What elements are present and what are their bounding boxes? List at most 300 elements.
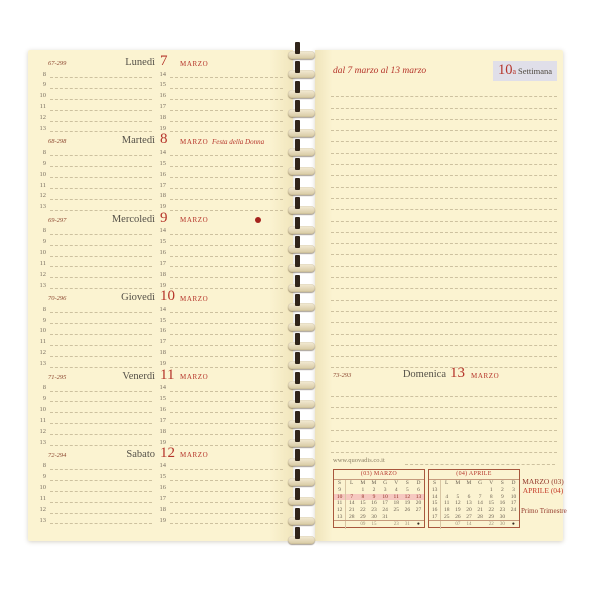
hour-writing-line[interactable] [50, 480, 152, 481]
hour-writing-line[interactable] [50, 131, 152, 132]
spiral-coil [280, 334, 324, 354]
day-code: 72-294 [48, 451, 67, 459]
day-cell[interactable]: 22 [488, 506, 494, 513]
hour-writing-line[interactable] [50, 188, 152, 189]
hour-writing-line[interactable] [50, 334, 152, 335]
writing-line[interactable] [331, 442, 557, 453]
hour-writing-line[interactable] [170, 99, 283, 100]
date-range-label: dal 7 marzo al 13 marzo [333, 66, 427, 76]
hour-writing-line[interactable] [170, 288, 283, 289]
hour-row [36, 258, 285, 269]
hour-label: 19 [159, 203, 166, 211]
day-cell[interactable]: 15 [360, 500, 366, 507]
hour-writing-line[interactable] [170, 256, 283, 257]
writing-line[interactable] [331, 244, 557, 255]
day-cell[interactable]: 3 [383, 486, 387, 493]
hour-writing-line[interactable] [170, 523, 283, 524]
hour-slot [36, 80, 154, 91]
day-number: 9 [160, 209, 168, 226]
day-cell[interactable]: 12 [455, 500, 461, 507]
hour-writing-line[interactable] [170, 312, 283, 313]
hour-writing-line[interactable] [170, 356, 283, 357]
hour-writing-line[interactable] [50, 177, 152, 178]
day-cell[interactable]: 8 [361, 493, 365, 500]
moon-row-spacer [334, 521, 346, 529]
day-cell[interactable] [463, 487, 474, 494]
hour-slot [36, 280, 154, 291]
day-cell[interactable]: 7 [478, 493, 482, 500]
coil-bar [295, 333, 300, 345]
day-cell[interactable]: 19 [455, 506, 461, 513]
hour-label: 15 [159, 81, 166, 89]
coil-bar [295, 197, 300, 209]
hour-row [36, 147, 285, 158]
hour-writing-line[interactable] [170, 412, 283, 413]
writing-line[interactable] [331, 255, 557, 266]
hour-writing-line[interactable] [170, 480, 283, 481]
moon-phase-date [380, 521, 391, 529]
day-cell[interactable]: 1 [489, 486, 493, 493]
day-cell[interactable]: 8 [489, 493, 493, 500]
day-cell[interactable]: 26 [455, 513, 461, 520]
hour-row [36, 326, 285, 337]
writing-line[interactable] [331, 408, 557, 419]
day-cell[interactable] [346, 487, 357, 494]
hour-writing-line[interactable] [50, 502, 152, 503]
hour-slot [156, 113, 285, 124]
coil-loop [288, 517, 315, 525]
writing-line[interactable] [331, 86, 557, 97]
day-cell[interactable]: 25 [443, 513, 450, 520]
writing-line[interactable] [331, 312, 557, 323]
hour-writing-line[interactable] [170, 277, 283, 278]
coil-bar [295, 255, 300, 267]
mini-calendar-week-row [334, 494, 424, 501]
day-cell[interactable]: 17 [382, 500, 388, 507]
hour-writing-line[interactable] [170, 445, 283, 446]
day-cell[interactable]: 11 [444, 500, 450, 507]
hour-writing-line[interactable] [170, 77, 283, 78]
hour-writing-line[interactable] [170, 401, 283, 402]
hour-slot [36, 515, 154, 526]
writing-line[interactable] [331, 233, 557, 244]
hour-writing-line[interactable] [50, 166, 152, 167]
hour-writing-line[interactable] [170, 234, 283, 235]
day-cell[interactable] [508, 514, 519, 521]
hour-label: 8 [42, 305, 46, 313]
coil-loop [288, 303, 315, 311]
week-column-header: S [334, 480, 346, 487]
day-cell[interactable]: 12 [404, 493, 411, 500]
hour-label: 15 [159, 316, 166, 324]
hour-slot [156, 258, 285, 269]
day-cell[interactable]: 30 [371, 513, 377, 520]
coil-bar [295, 42, 300, 54]
hour-writing-line[interactable] [170, 245, 283, 246]
mini-calendar-week-row [334, 487, 424, 494]
day-cell[interactable]: 29 [488, 513, 494, 520]
writing-line[interactable] [331, 109, 557, 120]
writing-line[interactable] [331, 154, 557, 165]
hour-writing-line[interactable] [50, 469, 152, 470]
day-cell[interactable]: 24 [382, 506, 388, 513]
hour-writing-line[interactable] [50, 356, 152, 357]
hour-writing-line[interactable] [170, 323, 283, 324]
day-cell[interactable] [441, 487, 452, 494]
day-number: 11 [160, 366, 175, 383]
day-cell[interactable]: 29 [360, 513, 366, 520]
day-cell[interactable]: 25 [393, 506, 399, 513]
hour-slot [36, 180, 154, 191]
coil-loop [288, 187, 315, 195]
hour-writing-line[interactable] [50, 312, 152, 313]
hour-writing-line[interactable] [170, 121, 283, 122]
writing-line[interactable] [331, 289, 557, 300]
hour-writing-line[interactable] [50, 401, 152, 402]
hour-row [36, 483, 285, 494]
hour-label: 18 [159, 114, 166, 122]
spiral-coil [280, 62, 324, 82]
hour-label: 10 [39, 327, 46, 335]
day-cell[interactable]: 14 [477, 500, 483, 507]
hour-writing-line[interactable] [50, 434, 152, 435]
hour-row [36, 80, 285, 91]
writing-line[interactable] [331, 323, 557, 334]
moon-phase-date: 23 [393, 522, 399, 528]
coil-bar [295, 449, 300, 461]
day-column-header: L [350, 480, 354, 487]
coil-loop [288, 90, 315, 98]
hour-slot [36, 304, 154, 315]
writing-line[interactable] [331, 199, 557, 210]
hour-writing-line[interactable] [50, 266, 152, 267]
hour-writing-line[interactable] [50, 88, 152, 89]
coil-bar [295, 488, 300, 500]
day-cell[interactable]: 1 [361, 486, 365, 493]
hour-writing-line[interactable] [50, 110, 152, 111]
week-number-suffix: a [512, 67, 516, 76]
day-cell[interactable] [413, 514, 424, 521]
day-cell[interactable] [391, 514, 402, 521]
hour-writing-line[interactable] [170, 166, 283, 167]
footer-month-next: APRILE (04) [522, 486, 564, 496]
writing-line[interactable] [331, 397, 557, 408]
day-cell[interactable] [452, 487, 463, 494]
day-month: MARZO [180, 137, 209, 146]
moon-phase-date: 30 [499, 522, 505, 528]
hour-writing-line[interactable] [50, 234, 152, 235]
spiral-coil [280, 276, 324, 296]
day-cell[interactable]: 18 [393, 500, 399, 507]
day-cell[interactable]: 31 [382, 513, 388, 520]
hour-writing-line[interactable] [50, 523, 152, 524]
hour-writing-line[interactable] [50, 445, 152, 446]
hour-label: 10 [39, 249, 46, 257]
day-cell[interactable]: 7 [350, 493, 354, 500]
moon-phase-date: 09 [360, 522, 366, 528]
day-cell[interactable]: 23 [499, 506, 506, 513]
hour-slot [156, 226, 285, 237]
hour-slot [156, 415, 285, 426]
hour-slot [36, 91, 154, 102]
coil-bar [295, 352, 300, 364]
day-month: MARZO [180, 216, 209, 225]
day-cell[interactable]: 20 [415, 500, 422, 507]
hour-writing-line[interactable] [50, 77, 152, 78]
day-cell[interactable]: 30 [499, 513, 506, 520]
spiral-coil [280, 43, 324, 63]
coil-bar [295, 508, 300, 520]
hour-slot [156, 269, 285, 280]
coil-bar [295, 158, 300, 170]
spiral-coil [280, 218, 324, 238]
writing-line[interactable] [331, 120, 557, 131]
hour-writing-line[interactable] [170, 188, 283, 189]
mini-calendar-week-row [429, 514, 519, 521]
hour-writing-line[interactable] [170, 513, 283, 514]
spiral-coil [280, 121, 324, 141]
spiral-coil [280, 315, 324, 335]
hour-slot [156, 123, 285, 134]
hour-slot [36, 483, 154, 494]
website-writing-line[interactable] [405, 464, 555, 465]
writing-line[interactable] [331, 210, 557, 221]
hour-writing-line[interactable] [50, 277, 152, 278]
hour-writing-line[interactable] [170, 210, 283, 211]
week-label: Settimana [518, 66, 552, 76]
writing-line[interactable] [331, 267, 557, 278]
moon-phase-date: 07 [455, 522, 461, 528]
left-page [28, 50, 293, 541]
coil-bar [295, 275, 300, 287]
planner-spread [28, 50, 567, 541]
day-cell[interactable]: 6 [417, 486, 420, 493]
hour-label: 13 [39, 124, 46, 132]
day-cell[interactable]: 20 [466, 506, 472, 513]
hour-label: 9 [42, 473, 46, 481]
day-cell[interactable]: 21 [477, 506, 483, 513]
coil-loop [288, 226, 315, 234]
day-name: Sabato [126, 448, 155, 460]
hour-row [36, 461, 285, 472]
hour-writing-line[interactable] [50, 367, 152, 368]
spiral-coil [280, 450, 324, 470]
hour-label: 18 [159, 506, 166, 514]
day-cell[interactable]: 2 [500, 486, 504, 493]
day-cell[interactable]: 13 [466, 500, 472, 507]
hour-writing-line[interactable] [170, 423, 283, 424]
hour-label: 13 [39, 203, 46, 211]
hour-slot [36, 123, 154, 134]
hour-writing-line[interactable] [170, 469, 283, 470]
day-cell[interactable]: 15 [488, 500, 494, 507]
hour-label: 17 [159, 495, 166, 503]
writing-line[interactable] [331, 385, 557, 396]
writing-line[interactable] [331, 222, 557, 233]
day-name: Venerdì [122, 370, 155, 382]
hour-writing-line[interactable] [170, 391, 283, 392]
day-cell[interactable]: 9 [500, 493, 504, 500]
day-cell[interactable]: 16 [371, 500, 377, 507]
writing-line[interactable] [331, 188, 557, 199]
day-cell[interactable]: 17 [510, 500, 517, 507]
day-block-venerdì [36, 366, 285, 448]
hour-writing-line[interactable] [170, 131, 283, 132]
day-month: MARZO [180, 451, 209, 460]
day-cell[interactable]: 10 [510, 493, 517, 500]
mini-calendar-week-row [334, 507, 424, 514]
day-name: Giovedì [121, 292, 155, 304]
day-cell[interactable]: 23 [371, 506, 377, 513]
hour-label: 15 [159, 159, 166, 167]
hour-writing-line[interactable] [50, 513, 152, 514]
week-number-cell: 15 [429, 500, 441, 507]
hour-slot [36, 191, 154, 202]
spiral-coil [280, 528, 324, 548]
hour-writing-line[interactable] [170, 177, 283, 178]
hour-writing-line[interactable] [50, 155, 152, 156]
writing-line[interactable] [331, 142, 557, 153]
hour-row [36, 113, 285, 124]
coil-loop [288, 420, 315, 428]
writing-line[interactable] [331, 278, 557, 289]
week-number-cell: 10 [334, 494, 346, 501]
writing-line[interactable] [331, 419, 557, 430]
day-cell[interactable]: 28 [348, 513, 355, 520]
hour-label: 18 [159, 192, 166, 200]
hour-slot [36, 426, 154, 437]
hour-slot [156, 461, 285, 472]
day-cell[interactable]: 6 [467, 493, 471, 500]
mini-calendar-week-row [429, 494, 519, 501]
hour-writing-line[interactable] [170, 491, 283, 492]
website-link[interactable]: www.quovadis.co.it [333, 457, 385, 465]
hour-label: 11 [39, 103, 46, 111]
day-cell[interactable]: 26 [404, 506, 411, 513]
day-cell[interactable]: 4 [445, 493, 449, 500]
spiral-coil [280, 509, 324, 529]
hour-writing-line[interactable] [50, 199, 152, 200]
hour-writing-line[interactable] [50, 423, 152, 424]
hour-slot [156, 304, 285, 315]
day-cell[interactable]: 11 [393, 493, 399, 500]
hour-writing-line[interactable] [170, 345, 283, 346]
writing-line[interactable] [331, 357, 557, 368]
hour-writing-line[interactable] [50, 323, 152, 324]
hour-writing-line[interactable] [50, 121, 152, 122]
hour-slot [36, 461, 154, 472]
hour-writing-line[interactable] [170, 334, 283, 335]
hour-label: 14 [159, 305, 166, 313]
day-cell[interactable]: 3 [512, 486, 515, 493]
hour-writing-line[interactable] [170, 88, 283, 89]
day-code: 67-299 [48, 60, 67, 67]
hour-writing-line[interactable] [50, 412, 152, 413]
day-cell[interactable]: 18 [443, 506, 450, 513]
hour-writing-line[interactable] [50, 256, 152, 257]
hour-writing-line[interactable] [50, 345, 152, 346]
day-cell[interactable]: 2 [372, 486, 376, 493]
writing-line[interactable] [331, 97, 557, 108]
writing-line[interactable] [331, 131, 557, 142]
day-cell[interactable]: 14 [348, 500, 355, 507]
spiral-coil [280, 412, 324, 432]
hour-slot [156, 348, 285, 359]
hour-writing-line[interactable] [170, 110, 283, 111]
writing-line[interactable] [331, 335, 557, 346]
day-cell[interactable]: 19 [404, 500, 411, 507]
writing-line[interactable] [331, 165, 557, 176]
hour-writing-line[interactable] [50, 391, 152, 392]
hour-writing-line[interactable] [50, 99, 152, 100]
hour-slot [156, 359, 285, 370]
hour-label: 12 [39, 114, 46, 122]
week-header [331, 56, 557, 86]
writing-line[interactable] [331, 346, 557, 357]
writing-line[interactable] [331, 176, 557, 187]
moon-phase-date [475, 521, 486, 529]
coil-bar [295, 411, 300, 423]
footer-month-current: MARZO (03) [522, 477, 564, 487]
spiral-coil [280, 101, 324, 121]
day-cell[interactable]: 5 [405, 486, 409, 493]
hour-writing-line[interactable] [170, 155, 283, 156]
hour-writing-line[interactable] [170, 367, 283, 368]
coil-bar [295, 527, 300, 539]
mini-calendar-week-row [429, 487, 519, 494]
hour-row [36, 404, 285, 415]
day-cell[interactable]: 9 [372, 493, 376, 500]
hour-row [36, 415, 285, 426]
day-month: MARZO [180, 294, 209, 303]
day-title [36, 53, 285, 69]
hour-row [36, 191, 285, 202]
hour-writing-line[interactable] [50, 210, 152, 211]
day-name: Martedì [121, 135, 155, 147]
hour-row [36, 383, 285, 394]
day-cell[interactable] [402, 514, 413, 521]
hour-writing-line[interactable] [50, 288, 152, 289]
hour-writing-line[interactable] [170, 502, 283, 503]
day-cell[interactable]: 28 [477, 513, 483, 520]
day-name: Domenica [402, 369, 446, 381]
mini-calendar-title: (04) APRILE [429, 470, 519, 480]
mini-calendar-header-row [429, 480, 519, 487]
spiral-coil [280, 392, 324, 412]
day-cell[interactable]: 27 [415, 506, 422, 513]
day-cell[interactable] [475, 487, 486, 494]
week-number: 10 [497, 62, 513, 78]
day-cell[interactable]: 27 [466, 513, 472, 520]
day-cell[interactable]: 4 [394, 486, 398, 493]
writing-line[interactable] [331, 301, 557, 312]
hour-writing-line[interactable] [170, 266, 283, 267]
hour-writing-line[interactable] [50, 491, 152, 492]
day-cell[interactable]: 22 [360, 506, 366, 513]
day-cell[interactable]: 21 [348, 506, 355, 513]
day-cell[interactable]: 10 [382, 493, 388, 500]
day-cell[interactable]: 5 [456, 493, 460, 500]
hour-writing-line[interactable] [50, 245, 152, 246]
hour-writing-line[interactable] [170, 434, 283, 435]
hour-writing-line[interactable] [170, 199, 283, 200]
day-cell[interactable]: 16 [499, 500, 506, 507]
day-cell[interactable]: 24 [510, 506, 517, 513]
hour-label: 11 [39, 259, 46, 267]
day-month: MARZO [180, 373, 209, 382]
day-cell[interactable]: 13 [415, 493, 422, 500]
writing-line[interactable] [331, 431, 557, 442]
